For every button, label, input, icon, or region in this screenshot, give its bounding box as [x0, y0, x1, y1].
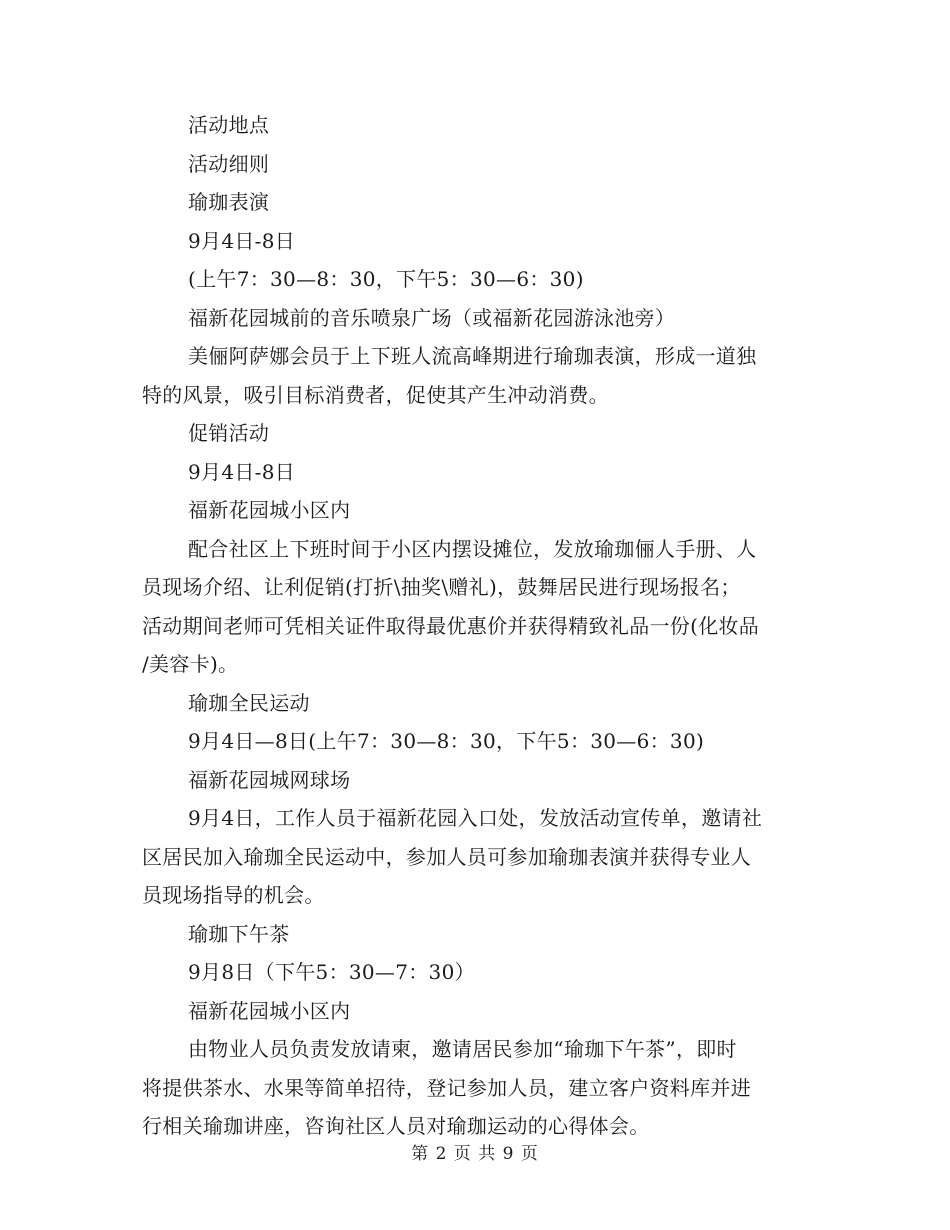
paragraph-line: 行相关瑜珈讲座，咨询社区人员对瑜珈运动的心得体会。 [142, 1114, 650, 1138]
yoga-for-all-description [142, 799, 812, 915]
promotion-location: 福新花园城小区内 [188, 498, 351, 522]
page-number-footer: 第 2 页 共 9 页 [411, 1144, 539, 1164]
section-title-promotion: 促销活动 [188, 421, 270, 445]
paragraph-line: 活动期间老师可凭相关证件取得最优惠价并获得精致礼品一份(化妆品 [142, 613, 760, 638]
paragraph-line: 将提供茶水、水果等简单招待，登记参加人员，建立客户资料库并进 [142, 1075, 751, 1100]
paragraph-line: 区居民加入瑜珈全民运动中，参加人员可参加瑜珈表演并获得专业人 [142, 844, 751, 869]
yoga-for-all-date-time: 9月4日—8日(上午7：30—8：30，下午5：30—6：30) [188, 729, 705, 753]
paragraph-line: 配合社区上下班时间于小区内摆设摊位，发放瑜珈俪人手册、人 [188, 536, 757, 561]
yoga-tea-date-time: 9月8日（下午5：30—7：30） [188, 960, 475, 984]
paragraph-line: /美容卡)。 [142, 652, 239, 676]
paragraph-line: 特的风景，吸引目标消费者，促使其产生冲动消费。 [142, 382, 609, 407]
heading-activity-location: 活动地点 [188, 113, 270, 137]
yoga-tea-location: 福新花园城小区内 [188, 998, 351, 1023]
performance-time: (上午7：30—8：30，下午5：30—6：30) [188, 267, 584, 291]
section-title-yoga-tea: 瑜珈下午茶 [188, 921, 290, 946]
promotion-date: 9月4日-8日 [188, 459, 296, 484]
section-title-yoga-performance: 瑜珈表演 [188, 190, 270, 214]
heading-activity-details: 活动细则 [188, 151, 270, 176]
paragraph-line: 由物业人员负责发放请柬，邀请居民参加“瑜珈下午茶”，即时 [188, 1037, 737, 1061]
paragraph-line: 员现场介绍、让利促销(打折\抽奖\赠礼)，鼓舞居民进行现场报名； [142, 575, 741, 599]
yoga-for-all-location: 福新花园城网球场 [188, 767, 351, 792]
performance-date: 9月4日-8日 [188, 228, 296, 253]
yoga-tea-description [142, 1030, 812, 1146]
paragraph-line: 美俪阿萨娜会员于上下班人流高峰期进行瑜珈表演，形成一道独 [188, 344, 757, 368]
section-title-yoga-for-all: 瑜珈全民运动 [188, 690, 310, 715]
document-body [142, 106, 812, 1146]
promotion-description [142, 530, 812, 684]
performance-location: 福新花园城前的音乐喷泉广场（或福新花园游泳池旁） [188, 305, 676, 330]
paragraph-line: 员现场指导的机会。 [142, 883, 325, 907]
paragraph-line: 9月4日，工作人员于福新花园入口处，发放活动宣传单，邀请社 [188, 806, 763, 830]
performance-description [142, 337, 812, 414]
